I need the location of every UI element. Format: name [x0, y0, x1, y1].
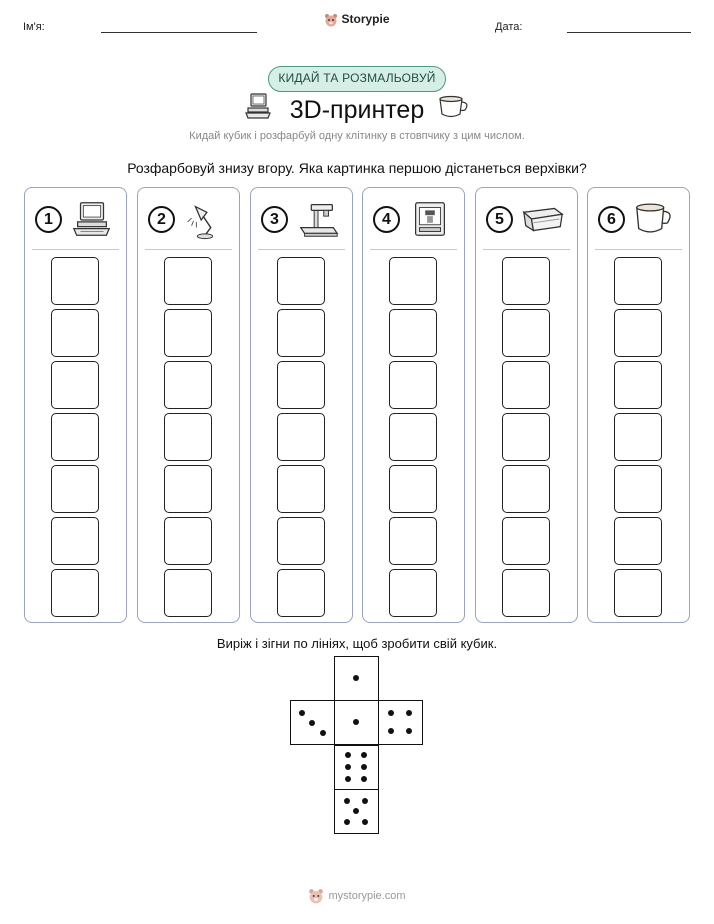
cut-instruction: Виріж і зігни по лініях, щоб зробити свій кубик. [216, 636, 498, 651]
dice-face [290, 700, 335, 745]
color-cell[interactable] [51, 465, 99, 513]
color-cell[interactable] [164, 465, 212, 513]
subtitle: Кидай кубик і розфарбуй одну клітинку в стовпчику з цим числом. [189, 130, 525, 142]
color-cell[interactable] [51, 569, 99, 617]
color-cell[interactable] [51, 361, 99, 409]
printer-machine-icon [407, 198, 453, 240]
dice-pip [309, 720, 315, 726]
dice-pip [362, 798, 368, 804]
column-divider [32, 249, 119, 250]
color-cell[interactable] [389, 257, 437, 305]
color-cell[interactable] [389, 465, 437, 513]
dice-pip [406, 710, 412, 716]
column-divider [370, 249, 457, 250]
color-cell[interactable] [389, 569, 437, 617]
dice-face [334, 656, 379, 701]
color-cell[interactable] [502, 517, 550, 565]
column-5 [475, 187, 578, 623]
dice-face [378, 700, 423, 745]
column-number: 6 [598, 206, 625, 233]
footer-url[interactable]: mystorypie.com [328, 889, 406, 902]
color-cell[interactable] [164, 517, 212, 565]
column-3 [250, 187, 353, 623]
color-cell[interactable] [502, 257, 550, 305]
column-number: 4 [373, 206, 400, 233]
instruction: Розфарбовуй знизу вгору. Яка картинка першою дістанеться верхівки? [127, 160, 587, 176]
color-cell[interactable] [277, 361, 325, 409]
color-cell[interactable] [614, 413, 662, 461]
column-number: 3 [261, 206, 288, 233]
column-1 [24, 187, 127, 623]
dice-pip [362, 819, 368, 825]
dice-pip [361, 764, 367, 770]
mug-icon [632, 198, 678, 240]
color-cell[interactable] [614, 569, 662, 617]
3d-printer-icon [295, 198, 341, 240]
column-2 [137, 187, 240, 623]
color-cell[interactable] [502, 361, 550, 409]
name-line[interactable] [101, 32, 257, 33]
color-cell[interactable] [164, 569, 212, 617]
color-cell[interactable] [51, 309, 99, 357]
column-4 [362, 187, 465, 623]
date-label: Дата: [495, 21, 523, 33]
column-number: 5 [486, 206, 513, 233]
dice-pip [353, 675, 359, 681]
color-cell[interactable] [277, 465, 325, 513]
brand-logo [0, 12, 714, 27]
color-cell[interactable] [51, 257, 99, 305]
dice-pip [345, 776, 351, 782]
color-cell[interactable] [614, 517, 662, 565]
color-cell[interactable] [164, 361, 212, 409]
page-title: 3D-принтер [289, 96, 425, 124]
column-divider [483, 249, 570, 250]
column-divider [258, 249, 345, 250]
dice-face [334, 789, 379, 834]
column-number: 1 [35, 206, 62, 233]
dice-pip [361, 752, 367, 758]
column-6 [587, 187, 690, 623]
bear-logo-icon [324, 13, 338, 27]
computer-icon [69, 198, 115, 240]
dice-pip [353, 719, 359, 725]
dice-pip [344, 819, 350, 825]
dice-pip [345, 764, 351, 770]
color-cell[interactable] [51, 413, 99, 461]
color-cell[interactable] [277, 569, 325, 617]
color-cell[interactable] [389, 413, 437, 461]
column-divider [145, 249, 232, 250]
desk-lamp-icon [182, 198, 228, 240]
color-cell[interactable] [614, 257, 662, 305]
color-cell[interactable] [389, 361, 437, 409]
color-cell[interactable] [277, 257, 325, 305]
color-cell[interactable] [164, 309, 212, 357]
color-cell[interactable] [614, 361, 662, 409]
column-number: 2 [148, 206, 175, 233]
footer [0, 888, 714, 904]
dice-pip [345, 752, 351, 758]
brand-name: Storypie [341, 12, 390, 26]
dice-pip [299, 710, 305, 716]
dice-pip [353, 808, 359, 814]
color-cell[interactable] [164, 257, 212, 305]
bear-logo-icon [308, 888, 324, 904]
dice-pip [344, 798, 350, 804]
date-line[interactable] [567, 32, 691, 33]
dice-pip [388, 710, 394, 716]
color-cell[interactable] [614, 309, 662, 357]
container-icon [520, 198, 566, 240]
activity-badge: КИДАЙ ТА РОЗМАЛЬОВУЙ [268, 66, 446, 92]
color-cell[interactable] [277, 309, 325, 357]
color-cell[interactable] [614, 465, 662, 513]
name-label: Ім'я: [23, 21, 45, 33]
color-cell[interactable] [502, 309, 550, 357]
color-cell[interactable] [389, 517, 437, 565]
color-cell[interactable] [164, 413, 212, 461]
color-cell[interactable] [502, 413, 550, 461]
color-cell[interactable] [51, 517, 99, 565]
dice-face [334, 745, 379, 790]
column-divider [595, 249, 682, 250]
color-cell[interactable] [277, 413, 325, 461]
dice-face [334, 700, 379, 745]
color-cell[interactable] [502, 465, 550, 513]
dice-pip [361, 776, 367, 782]
dice-pip [406, 728, 412, 734]
color-cell[interactable] [389, 309, 437, 357]
dice-pip [320, 730, 326, 736]
color-cell[interactable] [502, 569, 550, 617]
color-cell[interactable] [277, 517, 325, 565]
mug-icon [437, 94, 471, 120]
dice-pip [388, 728, 394, 734]
